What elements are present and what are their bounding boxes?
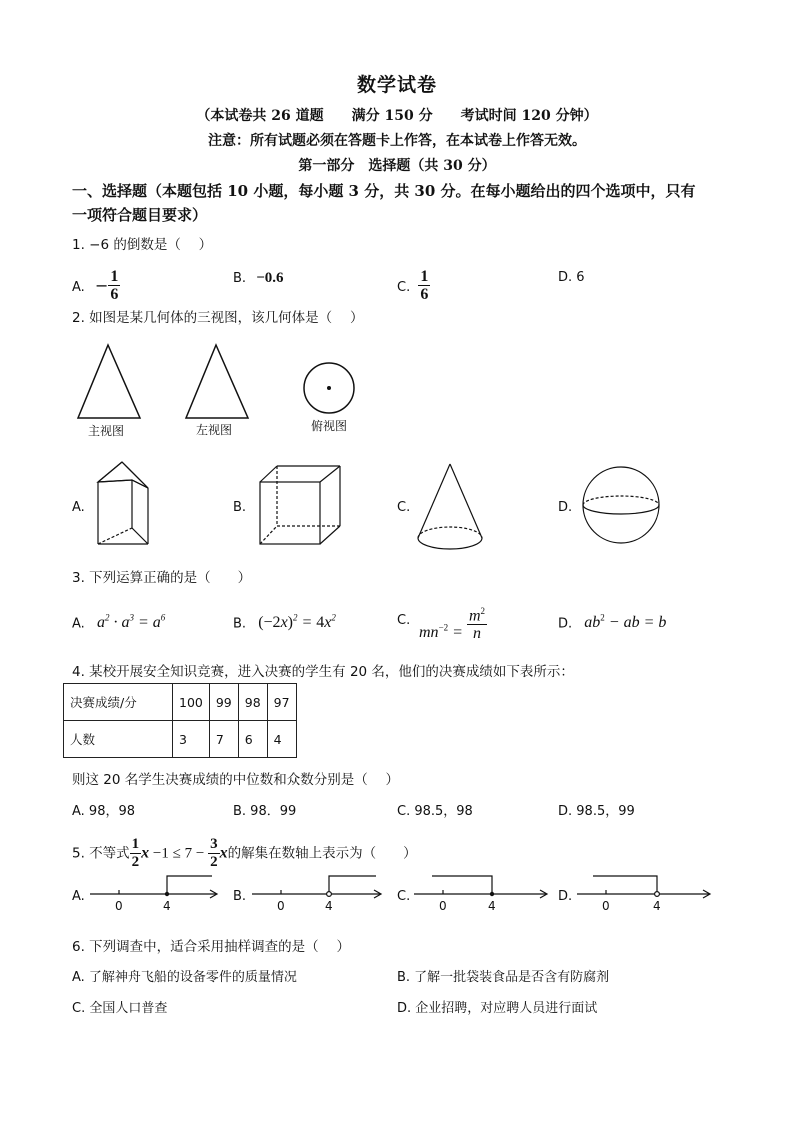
- table-cell: 3: [173, 721, 210, 758]
- table-cell: 决赛成绩/分: [64, 684, 173, 721]
- table-cell: 4: [267, 721, 296, 758]
- q5-option-d-label: D.: [558, 889, 573, 904]
- q1-stem: 1. −6 的倒数是（ ）: [72, 237, 213, 253]
- number-line-b-zero: 0: [277, 899, 285, 913]
- q5-stem: 5. 不等式 $\frac{1}{2}$ x −1 ≤ 7 − $\frac{3}{2}$ x的解集在数轴上表示为（ ）: [72, 836, 417, 870]
- q2-option-d-label: D.: [558, 500, 573, 515]
- q4-option-c: C. 98.5，98: [397, 804, 473, 819]
- exam-notice: 注意：所有试题必须在答题卡上作答，在本试卷上作答无效。: [208, 133, 586, 149]
- q2-option-b-label: B.: [233, 500, 247, 515]
- q4-option-d: D. 98.5，99: [558, 804, 635, 819]
- q3-option-c-label: C.: [397, 613, 411, 628]
- q3-option-b: B. $(-2x)^2 = 4x^2$: [233, 613, 336, 632]
- q5-option-a-label: A.: [72, 889, 85, 904]
- number-line-d-zero: 0: [602, 899, 610, 913]
- q3-option-d: D. $ab^2$ − ab = b: [558, 613, 667, 632]
- number-line-d-four: 4: [653, 899, 661, 913]
- top-view-center-dot: [327, 386, 331, 390]
- number-line-a-zero: 0: [115, 899, 123, 913]
- q4-option-b: B. 98．99: [233, 804, 297, 819]
- number-line-b: [250, 870, 390, 910]
- q6-option-d: D. 企业招聘，对应聘人员进行面试: [397, 1001, 598, 1016]
- q2-option-a-prism: [90, 462, 160, 552]
- q4-option-a: A. 98，98: [72, 804, 136, 819]
- table-cell: 97: [267, 684, 296, 721]
- side-view-label: 左视图: [196, 423, 233, 437]
- number-line-a-four: 4: [163, 899, 171, 913]
- q1-option-d: D. 6: [558, 270, 585, 285]
- number-line-c-four: 4: [488, 899, 496, 913]
- q2-option-d-sphere: [580, 464, 664, 548]
- page-title: 数学试卷: [356, 74, 437, 96]
- table-cell: 6: [238, 721, 267, 758]
- q2-option-b-cube: [255, 464, 345, 549]
- table-row: [64, 721, 297, 758]
- q2-option-c-cone: [412, 462, 492, 554]
- q6-option-c: C. 全国人口普查: [72, 1001, 168, 1016]
- number-line-d: [575, 870, 715, 910]
- table-row: [64, 684, 297, 721]
- table-cell: 99: [209, 684, 238, 721]
- section-heading-line2: 一项符合题目要求）: [72, 206, 208, 224]
- q2-stem: 2. 如图是某几何体的三视图，该几何体是（ ）: [72, 310, 364, 326]
- q5-option-c-label: C.: [397, 889, 411, 904]
- number-line-b-four: 4: [325, 899, 333, 913]
- q3-option-a: A. $a^2 \cdot a^3 = a^6$: [72, 613, 166, 632]
- number-line-c-zero: 0: [439, 899, 447, 913]
- table-cell: 人数: [64, 721, 173, 758]
- q2-option-c-label: C.: [397, 500, 411, 515]
- q3-option-c-math: $mn^{-2}$ = $\frac{m^2}{n}$: [419, 603, 487, 642]
- q6-option-a: A. 了解神舟飞船的设备零件的质量情况: [72, 970, 297, 985]
- exam-info: （本试卷共 26 道题 满分 150 分 考试时间 120 分钟）: [196, 108, 598, 124]
- top-view-label: 俯视图: [311, 419, 348, 433]
- number-line-c: [412, 870, 552, 910]
- front-view-label: 主视图: [88, 424, 125, 438]
- q1-option-a: A. − $\frac{1}{6}$: [72, 268, 119, 303]
- q1-option-b: B. −0.6: [233, 270, 284, 286]
- front-view-triangle: [78, 345, 140, 418]
- section-heading-line1: 一、选择题（本题包括 10 小题，每小题 3 分，共 30 分。在每小题给出的四个选项中，只有: [72, 182, 696, 200]
- part-heading: 第一部分 选择题（共 30 分）: [298, 158, 496, 174]
- q4-question: 则这 20 名学生决赛成绩的中位数和众数分别是（ ）: [72, 772, 400, 788]
- number-line-a: [88, 870, 228, 910]
- side-view-triangle: [186, 345, 248, 418]
- q1-option-c: C. $\frac{1}{6}$: [397, 268, 429, 303]
- q3-stem: 3. 下列运算正确的是（ ）: [72, 570, 252, 586]
- q4-stem: 4. 某校开展安全知识竞赛，进入决赛的学生有 20 名，他们的决赛成绩如下表所示：: [72, 664, 574, 680]
- q2-option-a-label: A.: [72, 500, 85, 515]
- table-cell: 100: [173, 684, 210, 721]
- q6-stem: 6. 下列调查中，适合采用抽样调查的是（ ）: [72, 939, 350, 955]
- table-cell: 7: [209, 721, 238, 758]
- score-table: [63, 683, 297, 758]
- q6-option-b: B. 了解一批袋装食品是否含有防腐剂: [397, 970, 610, 985]
- table-cell: 98: [238, 684, 267, 721]
- q5-option-b-label: B.: [233, 889, 247, 904]
